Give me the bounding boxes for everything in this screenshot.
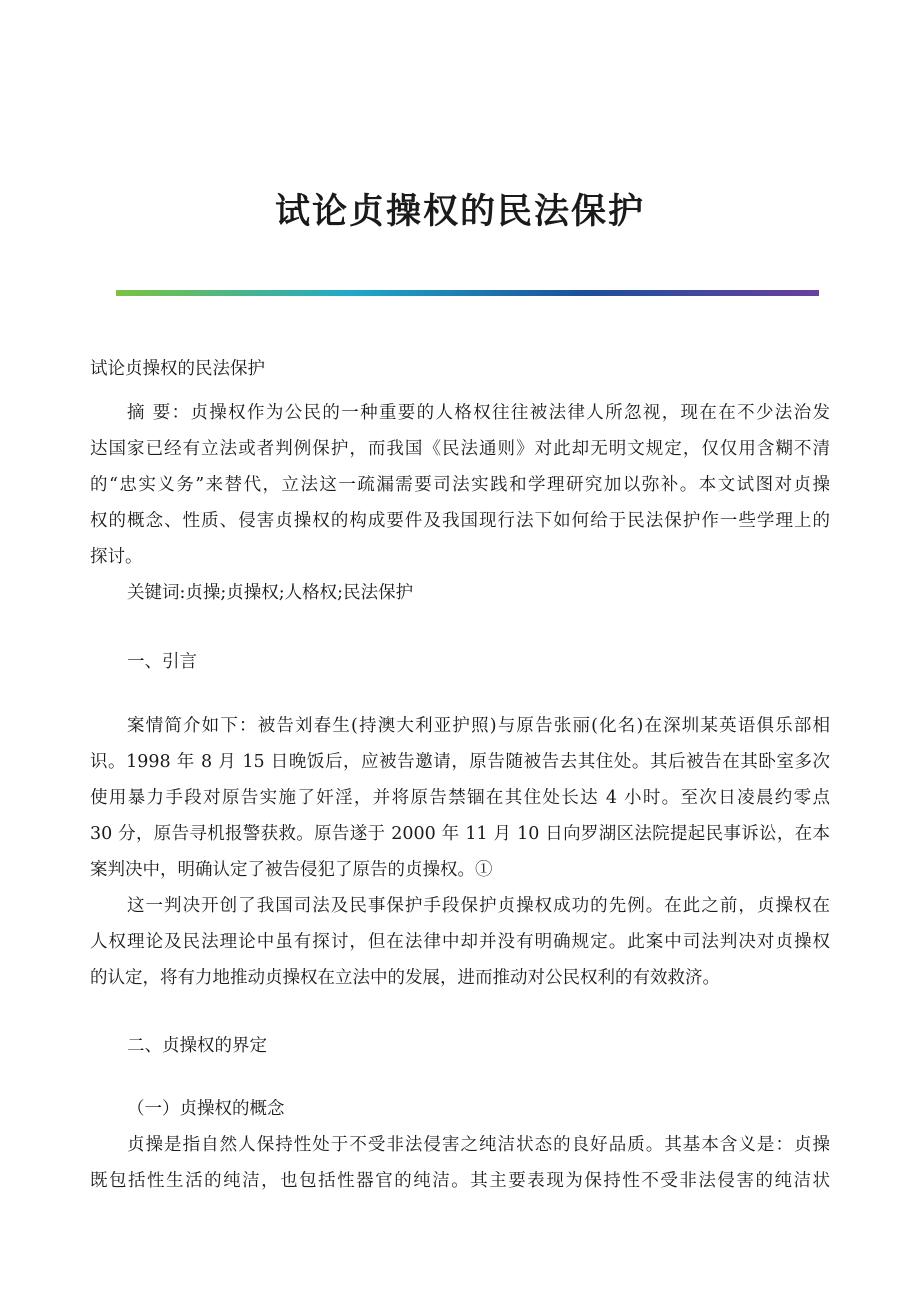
title-divider [116, 290, 819, 296]
body-title: 试论贞操权的民法保护 [90, 359, 265, 379]
abstract-line: 达国家已经有立法或者判例保护，而我国《民法通则》对此却无明文规定，仅仅用含糊不清 [90, 439, 830, 459]
precedent-line: 人权理论及民法理论中虽有探讨，但在法律中却并没有明确规定。此案中司法判决对贞操权 [90, 932, 830, 952]
subsection-heading-concept: （一）贞操权的概念 [127, 1099, 285, 1119]
abstract-line: 权的概念、性质、侵害贞操权的构成要件及我国现行法下如何给于民法保护作一些学理上的 [90, 511, 830, 531]
document-title: 试论贞操权的民法保护 [274, 192, 645, 232]
abstract-line: 的“忠实义务”来替代，立法这一疏漏需要司法实践和学理研究加以弥补。本文试图对贞操 [90, 475, 830, 495]
case-line: 案判决中，明确认定了被告侵犯了原告的贞操权。① [90, 860, 493, 880]
precedent-line: 的认定，将有力地推动贞操权在立法中的发展，进而推动对公民权利的有效救济。 [90, 968, 720, 988]
abstract-line: 摘 要：贞操权作为公民的一种重要的人格权往往被法律人所忽视，现在在不少法治发 [127, 403, 830, 423]
keywords: 关键词:贞操;贞操权;人格权;民法保护 [127, 583, 414, 603]
abstract-line: 探讨。 [90, 547, 143, 567]
precedent-line: 这一判决开创了我国司法及民事保护手段保护贞操权成功的先例。在此之前，贞操权在 [127, 896, 830, 916]
case-line: 案情简介如下：被告刘春生(持澳大利亚护照)与原告张丽(化名)在深圳某英语俱乐部相 [127, 716, 830, 736]
case-line: 识。1998 年 8 月 15 日晚饭后，应被告邀请，原告随被告去其住处。其后被告在其卧室多次 [90, 752, 830, 772]
concept-line: 贞操是指自然人保持性处于不受非法侵害之纯洁状态的良好品质。其基本含义是：贞操 [127, 1135, 830, 1155]
concept-line: 既包括性生活的纯洁，也包括性器官的纯洁。其主要表现为保持性不受非法侵害的纯洁状 [90, 1171, 830, 1191]
case-line: 使用暴力手段对原告实施了奸淫，并将原告禁锢在其住处长达 4 小时。至次日凌晨约零点 [90, 788, 830, 808]
section-heading-definition: 二、贞操权的界定 [127, 1036, 267, 1056]
section-heading-intro: 一、引言 [127, 652, 197, 672]
case-line: 30 分，原告寻机报警获救。原告遂于 2000 年 11 月 10 日向罗湖区法院提起民事诉讼，在本 [90, 824, 830, 844]
